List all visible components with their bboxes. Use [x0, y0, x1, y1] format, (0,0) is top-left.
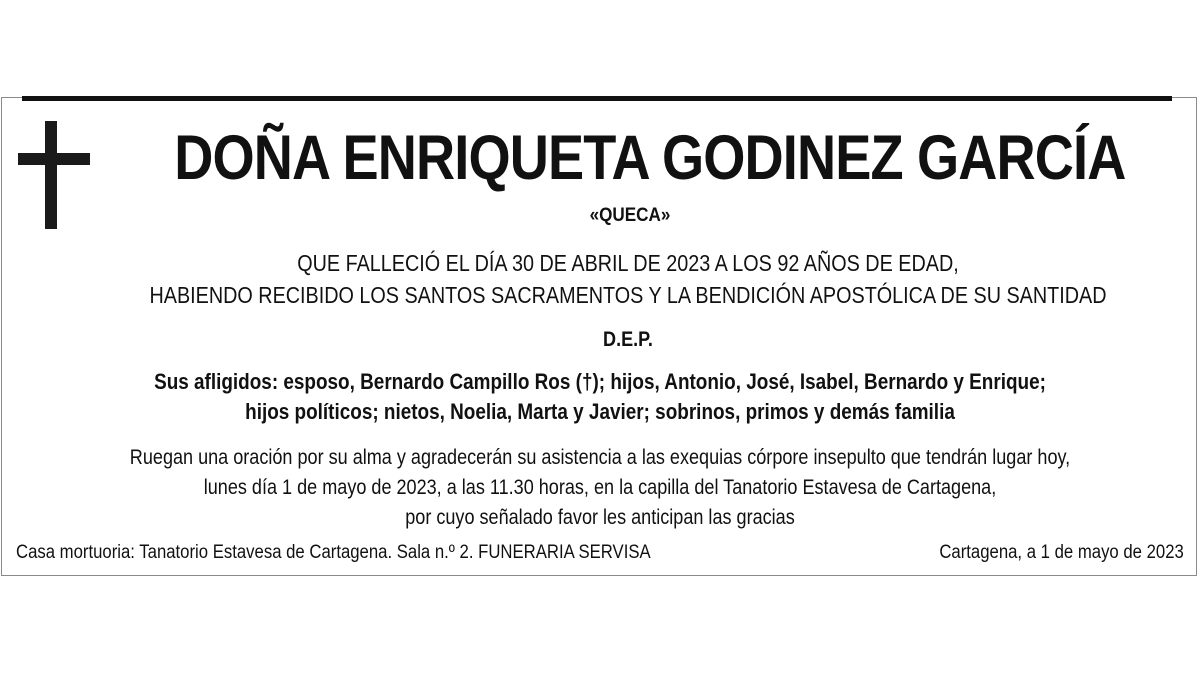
deceased-nickname: «QUECA» [589, 205, 671, 226]
death-line-2: HABIENDO RECIBIDO LOS SANTOS SACRAMENTOS Y LA BENDICIÓN APOSTÓLICA DE SU SANTIDAD [149, 282, 1107, 308]
funeral-home-info: Casa mortuoria: Tanatorio Estavesa de Cartagena. Sala n.º 2. FUNERARIA SERVISA [16, 542, 651, 563]
death-line-1: QUE FALLECIÓ EL DÍA 30 DE ABRIL DE 2023 A LOS 92 AÑOS DE EDAD, [297, 250, 959, 276]
request-line-2: lunes día 1 de mayo de 2023, a las 11.30 horas, en la capilla del Tanatorio Estavesa de Cartagena, [203, 476, 997, 499]
request-line-3: por cuyo señalado favor les anticipan las gracias [405, 506, 795, 529]
mourners-line-1: Sus afligidos: esposo, Bernardo Campillo Ros (†); hijos, Antonio, José, Isabel, Bernardo y Enrique; [154, 369, 1046, 394]
top-rule [22, 96, 1172, 101]
place-and-date: Cartagena, a 1 de mayo de 2023 [939, 542, 1184, 563]
request-line-1: Ruegan una oración por su alma y agradecerán su asistencia a las exequias córpore insepulto que tendrán lugar hoy, [129, 446, 1071, 469]
mourners-line-2: hijos políticos; nietos, Noelia, Marta y Javier; sobrinos, primos y demás familia [245, 399, 955, 424]
deceased-name: DOÑA ENRIQUETA GODINEZ GARCÍA [174, 123, 1126, 193]
cross-icon [18, 121, 90, 229]
dep-abbreviation: D.E.P. [603, 328, 653, 351]
